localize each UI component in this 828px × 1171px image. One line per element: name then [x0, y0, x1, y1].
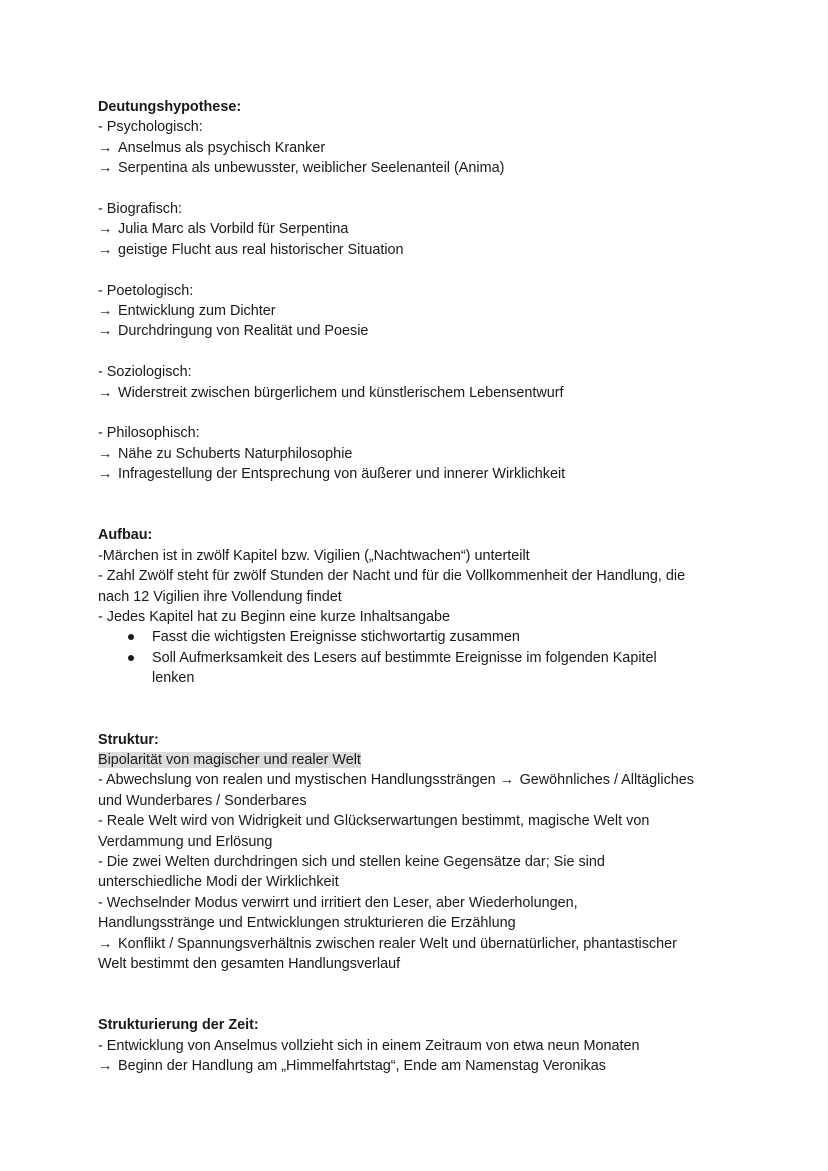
list-item: Fasst die wichtigsten Ereignisse stichwortartig zusammen [98, 627, 738, 647]
right-arrow-icon: → [98, 445, 113, 462]
zeit-line-2: → Beginn der Handlung am „Himmelfahrtstag“, Ende am Namenstag Veronikas [98, 1056, 738, 1076]
right-arrow-icon: → [98, 466, 113, 483]
bullet-dot-icon [128, 634, 134, 640]
list-item: Soll Aufmerksamkeit des Lesers auf bestimmte Ereignisse im folgenden Kapitel [98, 648, 738, 668]
heading-strukturierung-der-zeit: Strukturierung der Zeit: [98, 1017, 259, 1034]
aufbau-line-4: - Jedes Kapitel hat zu Beginn eine kurze Inhaltsangabe [98, 609, 451, 626]
list-item-continuation: lenken [152, 670, 195, 687]
psychologisch-label: - Psychologisch: [98, 119, 203, 136]
right-arrow-icon: → [98, 221, 113, 238]
right-arrow-icon: → [98, 139, 113, 156]
psychologisch-point-1: → Anselmus als psychisch Kranker [98, 138, 738, 158]
philosophisch-label: - Philosophisch: [98, 425, 200, 442]
right-arrow-icon: → [98, 160, 113, 177]
biografisch-label: - Biografisch: [98, 201, 182, 218]
struktur-line-8: Handlungsstränge und Entwicklungen strukturieren die Erzählung [98, 915, 516, 932]
highlighted-text: Bipolarität von magischer und realer Welt [98, 751, 361, 768]
struktur-line-10: Welt bestimmt den gesamten Handlungsverlauf [98, 955, 401, 972]
right-arrow-icon: → [499, 772, 514, 789]
heading-struktur: Struktur: [98, 731, 159, 748]
struktur-line-1: - Abwechslung von realen und mystischen Handlungssträngen → Gewöhnliches / Alltägliches [98, 770, 738, 790]
struktur-line-2: und Wunderbares / Sonderbares [98, 792, 307, 809]
poetologisch-label: - Poetologisch: [98, 282, 194, 299]
zeit-line-1: - Entwicklung von Anselmus vollzieht sich in einem Zeitraum von etwa neun Monaten [98, 1037, 640, 1054]
heading-aufbau: Aufbau: [98, 527, 153, 544]
right-arrow-icon: → [98, 303, 113, 320]
right-arrow-icon: → [98, 241, 113, 258]
right-arrow-icon: → [98, 1057, 113, 1074]
aufbau-line-1: -Märchen ist in zwölf Kapitel bzw. Vigilien („Nachtwachen“) unterteilt [98, 547, 530, 564]
poetologisch-point-1: → Entwicklung zum Dichter [98, 301, 738, 321]
struktur-highlight-line [98, 750, 738, 770]
philosophisch-point-1: → Nähe zu Schuberts Naturphilosophie [98, 444, 738, 464]
struktur-line-7: - Wechselnder Modus verwirrt und irritiert den Leser, aber Wiederholungen, [98, 894, 578, 911]
heading-deutungshypothese: Deutungshypothese: [98, 99, 242, 115]
struktur-line-4: Verdammung und Erlösung [98, 833, 273, 850]
aufbau-line-3: nach 12 Vigilien ihre Vollendung findet [98, 588, 342, 605]
right-arrow-icon: → [98, 384, 113, 401]
philosophisch-point-2: → Infragestellung der Entsprechung von äußerer und innerer Wirklichkeit [98, 464, 738, 484]
biografisch-point-2: → geistige Flucht aus real historischer Situation [98, 240, 738, 260]
struktur-line-9: → Konflikt / Spannungsverhältnis zwischen realer Welt und übernatürlicher, phantastischer [98, 934, 738, 954]
struktur-line-5: - Die zwei Welten durchdringen sich und stellen keine Gegensätze dar; Sie sind [98, 853, 605, 870]
struktur-line-3: - Reale Welt wird von Widrigkeit und Glückserwartungen bestimmt, magische Welt von [98, 813, 650, 830]
right-arrow-icon: → [98, 323, 113, 340]
document-content [98, 97, 738, 1076]
right-arrow-icon: → [98, 935, 113, 952]
bullet-dot-icon [128, 655, 134, 661]
psychologisch-point-2: → Serpentina als unbewusster, weiblicher Seelenanteil (Anima) [98, 158, 738, 178]
biografisch-point-1: → Julia Marc als Vorbild für Serpentina [98, 219, 738, 239]
aufbau-bullet-list [98, 627, 738, 688]
aufbau-line-2: - Zahl Zwölf steht für zwölf Stunden der Nacht und für die Vollkommenheit der Handlung, die [98, 568, 686, 585]
soziologisch-label: - Soziologisch: [98, 364, 192, 381]
poetologisch-point-2: → Durchdringung von Realität und Poesie [98, 321, 738, 341]
struktur-line-6: unterschiedliche Modi der Wirklichkeit [98, 874, 339, 891]
soziologisch-point-1: → Widerstreit zwischen bürgerlichem und künstlerischem Lebensentwurf [98, 383, 738, 403]
